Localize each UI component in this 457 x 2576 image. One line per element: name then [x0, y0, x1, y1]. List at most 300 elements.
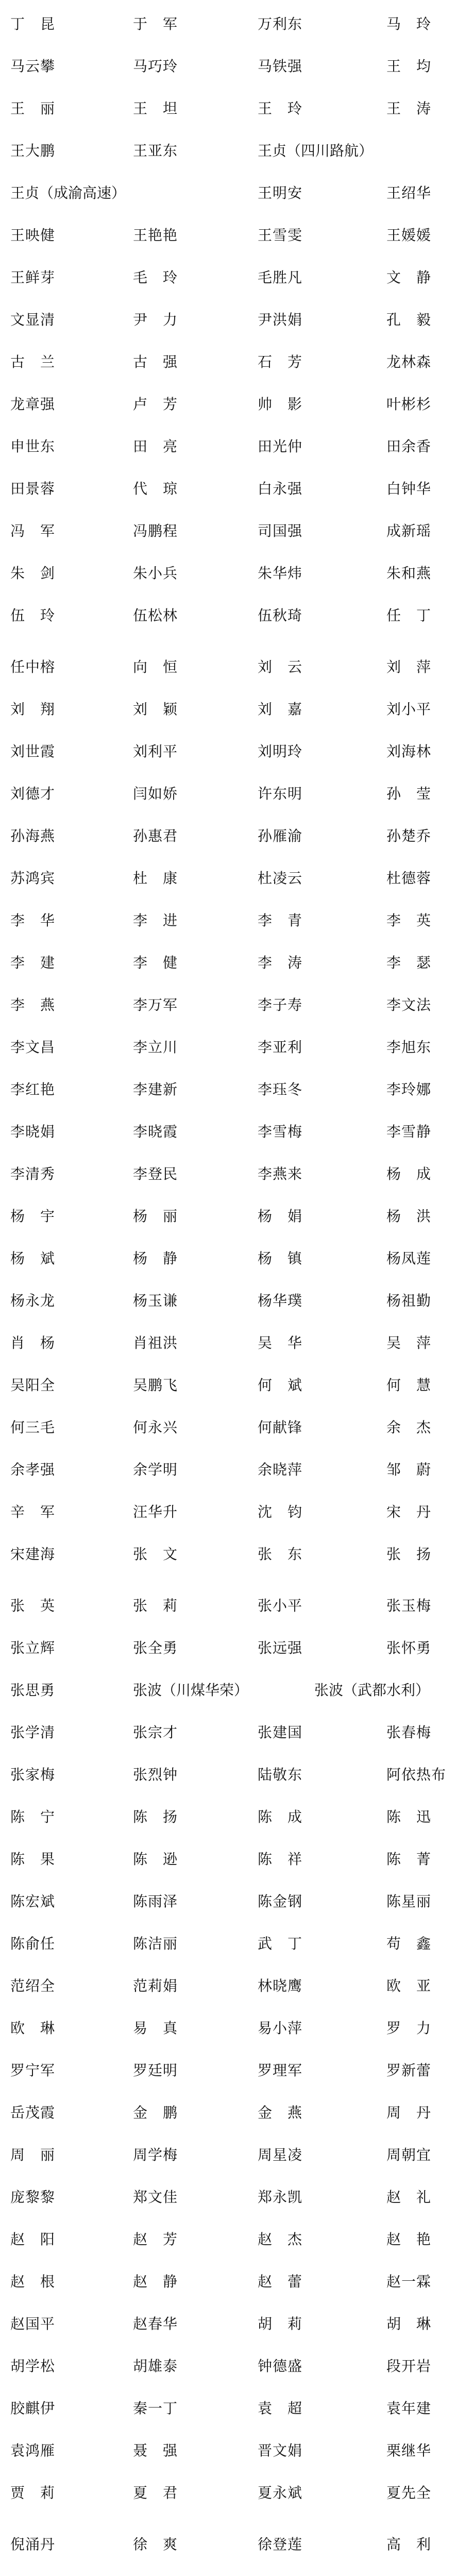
- person-name: 向 恒: [133, 658, 178, 675]
- person-name: 张 东: [258, 1546, 303, 1563]
- person-name: 刘世霞: [10, 743, 56, 760]
- name-row: [0, 1491, 457, 1533]
- person-name: 王 涛: [386, 100, 432, 117]
- name-row: [0, 1533, 457, 1575]
- person-name: 余孝强: [10, 1461, 56, 1478]
- person-name: 张 莉: [133, 1597, 178, 1614]
- name-row: [0, 2134, 457, 2176]
- person-name: 冯 军: [10, 522, 56, 539]
- name-row: [0, 1585, 457, 1627]
- person-name: 尹洪娟: [258, 311, 303, 328]
- person-name: 李雪梅: [258, 1123, 303, 1140]
- person-name: 罗理军: [258, 2062, 303, 2079]
- person-name: 李登民: [133, 1165, 178, 1182]
- person-name: 马铁强: [258, 58, 303, 75]
- person-name: 白永强: [258, 480, 303, 497]
- person-name: 马巧玲: [133, 58, 178, 75]
- person-name: 陈 逊: [133, 1851, 178, 1868]
- person-name: 张 文: [133, 1546, 178, 1563]
- person-name: 赵 礼: [386, 2189, 432, 2206]
- person-name: 易小萍: [258, 2020, 303, 2037]
- person-name: 申世东: [10, 438, 56, 455]
- person-name: 何 慧: [386, 1377, 432, 1394]
- person-name: 何永兴: [133, 1419, 178, 1436]
- person-name: 李 瑟: [386, 954, 432, 971]
- person-name: 王媛媛: [386, 227, 432, 244]
- name-row: [0, 2218, 457, 2261]
- person-name: 杨 斌: [10, 1250, 56, 1267]
- name-row: [0, 1153, 457, 1195]
- person-name: 肖祖洪: [133, 1334, 178, 1351]
- name-row: [0, 214, 457, 257]
- person-name: 王亚东: [133, 142, 178, 159]
- person-name: 张波（川煤华荣）: [133, 1682, 249, 1699]
- person-name: 苟 鑫: [386, 1935, 432, 1952]
- person-name: 张远强: [258, 1639, 303, 1656]
- person-name: 刘 云: [258, 658, 303, 675]
- name-row: [0, 942, 457, 984]
- person-name: 徐登莲: [258, 2536, 303, 2553]
- person-name: 汪华升: [133, 1503, 178, 1520]
- person-name: 王绍华: [386, 184, 432, 201]
- person-name: 杨 洪: [386, 1208, 432, 1225]
- person-name: 张学清: [10, 1724, 56, 1741]
- name-row: [0, 1195, 457, 1238]
- person-name: 李 涛: [258, 954, 303, 971]
- person-name: 叶彬杉: [386, 396, 432, 413]
- person-name: 张怀勇: [386, 1639, 432, 1656]
- person-name: 李旭东: [386, 1039, 432, 1056]
- person-name: 代 琼: [133, 480, 178, 497]
- name-row: [0, 2566, 457, 2576]
- person-name: 栗继华: [386, 2442, 432, 2459]
- person-name: 陈雨泽: [133, 1893, 178, 1910]
- person-name: 杨凤莲: [386, 1250, 432, 1267]
- name-row: [0, 130, 457, 172]
- name-row: [0, 2523, 457, 2566]
- name-row: [0, 731, 457, 773]
- person-name: 王雪雯: [258, 227, 303, 244]
- person-name: 陈俞任: [10, 1935, 56, 1952]
- person-name: 郑文佳: [133, 2189, 178, 2206]
- person-name: 赵 芳: [133, 2231, 178, 2248]
- person-name: 李 健: [133, 954, 178, 971]
- person-name: 张建国: [258, 1724, 303, 1741]
- person-name: 武 丁: [258, 1935, 303, 1952]
- person-name: 杨 丽: [133, 1208, 178, 1225]
- person-name: 刘利平: [133, 743, 178, 760]
- person-name: 王 丽: [10, 100, 56, 117]
- person-name: 马 玲: [386, 15, 432, 32]
- person-name: 倪涌丹: [10, 2536, 56, 2553]
- person-name: 陈 扬: [133, 1808, 178, 1825]
- person-name: 罗新蕾: [386, 2062, 432, 2079]
- name-row: [0, 1880, 457, 1923]
- person-name: 陈星丽: [386, 1893, 432, 1910]
- person-name: 王 均: [386, 58, 432, 75]
- name-row: [0, 383, 457, 426]
- person-name: 周 丽: [10, 2146, 56, 2163]
- person-name: 刘 翔: [10, 701, 56, 718]
- person-name: 李文昌: [10, 1039, 56, 1056]
- person-name: 段开岩: [386, 2358, 432, 2375]
- person-name: 赵 根: [10, 2273, 56, 2290]
- person-name: 王映健: [10, 227, 56, 244]
- person-name: 夏永斌: [258, 2484, 303, 2501]
- person-name: 陈 成: [258, 1808, 303, 1825]
- name-row: [0, 1406, 457, 1449]
- person-name: 赵 蕾: [258, 2273, 303, 2290]
- person-name: [386, 2566, 431, 2576]
- person-name: 陈 迅: [386, 1808, 432, 1825]
- person-name: 杨 成: [386, 1165, 432, 1182]
- person-name: 王 坦: [133, 100, 178, 117]
- name-row: [0, 88, 457, 130]
- person-name: 赵国平: [10, 2315, 56, 2332]
- person-name: 孙海燕: [10, 827, 56, 844]
- person-name: 王艳艳: [133, 227, 178, 244]
- name-row: [0, 984, 457, 1026]
- name-row: [0, 2092, 457, 2134]
- person-name: 毛 玲: [133, 269, 178, 286]
- person-name: 尹 力: [133, 311, 178, 328]
- person-name: 李 青: [258, 912, 303, 929]
- name-row: [0, 1838, 457, 1880]
- person-name: 晋文娟: [258, 2442, 303, 2459]
- person-name: 伍松林: [133, 607, 178, 624]
- person-name: 万利东: [258, 15, 303, 32]
- person-name: 刘 嘉: [258, 701, 303, 718]
- person-name: 岳茂霞: [10, 2104, 56, 2121]
- person-name: 孙楚乔: [386, 827, 432, 844]
- person-name: 何献锋: [258, 1419, 303, 1436]
- person-name: 闫如娇: [133, 785, 178, 802]
- person-name: 沈 钧: [258, 1503, 303, 1520]
- person-name: 赵 杰: [258, 2231, 303, 2248]
- person-name: 宋 丹: [386, 1503, 432, 1520]
- person-name: 李子寿: [258, 996, 303, 1013]
- name-row: [0, 1923, 457, 1965]
- name-row: [0, 341, 457, 383]
- person-name: 袁鸿雁: [10, 2442, 56, 2459]
- name-row: [0, 2472, 457, 2514]
- person-name: 杨祖勤: [386, 1292, 432, 1309]
- person-name: 易 真: [133, 2020, 178, 2037]
- person-name: 苏鸿宾: [10, 870, 56, 887]
- person-name: 李清秀: [10, 1165, 56, 1182]
- person-name: 丁 昆: [10, 15, 56, 32]
- person-name: 田余香: [386, 438, 432, 455]
- person-name: 陈金钢: [258, 1893, 303, 1910]
- person-name: 伍 玲: [10, 607, 56, 624]
- person-name: 胶麒伊: [10, 2400, 56, 2417]
- person-name: 邹 蔚: [386, 1461, 432, 1478]
- person-name: 李晓霞: [133, 1123, 178, 1140]
- person-name: 宋建海: [10, 1546, 56, 1563]
- name-row: [0, 2430, 457, 2472]
- person-name: 李红艳: [10, 1081, 56, 1098]
- person-name: 吴鹏飞: [133, 1377, 178, 1394]
- person-name: 张宗才: [133, 1724, 178, 1741]
- person-name: 张玉梅: [386, 1597, 432, 1614]
- person-name: 李 燕: [10, 996, 56, 1013]
- person-name: 杨 娟: [258, 1208, 303, 1225]
- person-name: 余晓萍: [258, 1461, 303, 1478]
- person-name: 朱 剑: [10, 565, 56, 582]
- person-name: 罗宁军: [10, 2062, 56, 2079]
- person-name: 袁 超: [258, 2400, 303, 2417]
- person-name: 孙雁渝: [258, 827, 303, 844]
- name-row: [0, 1711, 457, 1754]
- person-name: 夏先全: [386, 2484, 432, 2501]
- person-name: 于 军: [133, 15, 178, 32]
- person-name: 赵春华: [133, 2315, 178, 2332]
- name-row: [0, 1449, 457, 1491]
- person-name: 陈 祥: [258, 1851, 303, 1868]
- person-name: 贾 莉: [10, 2484, 56, 2501]
- person-name: 孙 莹: [386, 785, 432, 802]
- person-name: [133, 2566, 178, 2576]
- person-name: 帅 影: [258, 396, 303, 413]
- person-name: 陈宏斌: [10, 1893, 56, 1910]
- person-name: 李珏冬: [258, 1081, 303, 1098]
- person-name: 龙林森: [386, 353, 432, 370]
- person-name: 徐 爽: [133, 2536, 178, 2553]
- person-name: 张波（武都水利）: [314, 1682, 430, 1699]
- name-row: [0, 3, 457, 45]
- person-name: 杨玉谦: [133, 1292, 178, 1309]
- name-row: [0, 1627, 457, 1669]
- person-name: 陈 菁: [386, 1851, 432, 1868]
- person-name: 冯鹏程: [133, 522, 178, 539]
- person-name: 任中榕: [10, 658, 56, 675]
- name-row: [0, 2176, 457, 2218]
- name-row: [0, 1965, 457, 2007]
- person-name: 袁年建: [386, 2400, 432, 2417]
- name-row: [0, 2261, 457, 2303]
- person-name: 张小平: [258, 1597, 303, 1614]
- person-name: 张思勇: [10, 1682, 56, 1699]
- person-name: 庞黎黎: [10, 2189, 56, 2206]
- name-row: [0, 426, 457, 468]
- person-name: 李立川: [133, 1039, 178, 1056]
- person-name: 王 玲: [258, 100, 303, 117]
- person-name: 刘明玲: [258, 743, 303, 760]
- person-name: 吴阳全: [10, 1377, 56, 1394]
- person-name: 李 进: [133, 912, 178, 929]
- person-name: 石 芳: [258, 353, 303, 370]
- person-name: 周星凌: [258, 2146, 303, 2163]
- person-name: 欧 琳: [10, 2020, 56, 2037]
- person-name: 田 亮: [133, 438, 178, 455]
- person-name: 朱和燕: [386, 565, 432, 582]
- person-name: [10, 2566, 55, 2576]
- person-name: 何 斌: [258, 1377, 303, 1394]
- name-row: [0, 468, 457, 510]
- person-name: 孙惠君: [133, 827, 178, 844]
- name-group: [0, 1585, 457, 2514]
- name-row: [0, 172, 457, 214]
- person-name: 胡 琳: [386, 2315, 432, 2332]
- person-name: 白钟华: [386, 480, 432, 497]
- person-name: 陈 宁: [10, 1808, 56, 1825]
- person-name: 李晓娟: [10, 1123, 56, 1140]
- person-name: 赵一霖: [386, 2273, 432, 2290]
- person-name: 李建新: [133, 1081, 178, 1098]
- person-name: 杨永龙: [10, 1292, 56, 1309]
- name-row: [0, 1238, 457, 1280]
- person-name: 成新瑶: [386, 522, 432, 539]
- person-name: 朱华炜: [258, 565, 303, 582]
- person-name: 李亚利: [258, 1039, 303, 1056]
- person-name: 马云攀: [10, 58, 56, 75]
- person-name: 朱小兵: [133, 565, 178, 582]
- name-row: [0, 1322, 457, 1364]
- person-name: 郑永凯: [258, 2189, 303, 2206]
- name-row: [0, 299, 457, 341]
- person-name: 李万军: [133, 996, 178, 1013]
- name-row: [0, 646, 457, 688]
- person-name: 李燕来: [258, 1165, 303, 1182]
- name-row: [0, 2007, 457, 2049]
- person-name: 文 静: [386, 269, 432, 286]
- person-name: 张春梅: [386, 1724, 432, 1741]
- person-name: 聂 强: [133, 2442, 178, 2459]
- person-name: 王大鹏: [10, 142, 56, 159]
- person-name: 杨 静: [133, 1250, 178, 1267]
- person-name: 张家梅: [10, 1766, 56, 1783]
- name-row: [0, 2049, 457, 2092]
- name-row: [0, 900, 457, 942]
- name-row: [0, 2303, 457, 2345]
- person-name: 李 建: [10, 954, 56, 971]
- person-name: 林晓鹰: [258, 1977, 303, 1994]
- person-name: 秦一丁: [133, 2400, 178, 2417]
- name-row: [0, 2345, 457, 2387]
- name-row: [0, 857, 457, 900]
- person-name: 吴 萍: [386, 1334, 432, 1351]
- person-name: 王贞（成渝高速）: [10, 184, 126, 201]
- person-name: 罗廷明: [133, 2062, 178, 2079]
- name-group: [0, 2523, 457, 2576]
- person-name: 田景蓉: [10, 480, 56, 497]
- person-name: 陆敬东: [258, 1766, 303, 1783]
- person-name: 李文法: [386, 996, 432, 1013]
- person-name: 许东明: [258, 785, 303, 802]
- person-name: 杨 镇: [258, 1250, 303, 1267]
- name-group: [0, 646, 457, 1575]
- name-row: [0, 1754, 457, 1796]
- name-row: [0, 815, 457, 857]
- name-group: [0, 3, 457, 637]
- name-row: [0, 1111, 457, 1153]
- person-name: 张立辉: [10, 1639, 56, 1656]
- person-name: 阿依热布: [386, 1766, 447, 1783]
- person-name: 龙章强: [10, 396, 56, 413]
- person-name: 王鲜芽: [10, 269, 56, 286]
- person-name: 孔 毅: [386, 311, 432, 328]
- person-name: 赵 静: [133, 2273, 178, 2290]
- person-name: 王贞（四川路航）: [258, 142, 374, 159]
- person-name: 陈洁丽: [133, 1935, 178, 1952]
- name-row: [0, 595, 457, 637]
- person-name: 周学梅: [133, 2146, 178, 2163]
- person-name: 田光仲: [258, 438, 303, 455]
- name-row: [0, 1796, 457, 1838]
- person-name: 陈 果: [10, 1851, 56, 1868]
- person-name: 金 燕: [258, 2104, 303, 2121]
- person-name: 罗 力: [386, 2020, 432, 2037]
- person-name: 刘 颖: [133, 701, 178, 718]
- name-row: [0, 1026, 457, 1069]
- person-name: 余 杰: [386, 1419, 432, 1436]
- person-name: 古 强: [133, 353, 178, 370]
- person-name: 李雪静: [386, 1123, 432, 1140]
- name-row: [0, 45, 457, 88]
- person-name: 李玲娜: [386, 1081, 432, 1098]
- name-row: [0, 2387, 457, 2430]
- person-name: 金 鹏: [133, 2104, 178, 2121]
- person-name: 赵 艳: [386, 2231, 432, 2248]
- person-name: 夏 君: [133, 2484, 178, 2501]
- person-name: 任 丁: [386, 607, 432, 624]
- person-name: 李 华: [10, 912, 56, 929]
- name-row: [0, 257, 457, 299]
- person-name: 杨华璞: [258, 1292, 303, 1309]
- person-name: 周朝宜: [386, 2146, 432, 2163]
- person-name: 高 利: [386, 2536, 432, 2553]
- person-name: 肖 杨: [10, 1334, 56, 1351]
- person-name: 张全勇: [133, 1639, 178, 1656]
- name-row: [0, 688, 457, 731]
- person-name: 古 兰: [10, 353, 56, 370]
- person-name: 辛 军: [10, 1503, 56, 1520]
- person-name: 杜凌云: [258, 870, 303, 887]
- person-name: [258, 2566, 302, 2576]
- person-name: 刘德才: [10, 785, 56, 802]
- person-name: 刘 萍: [386, 658, 432, 675]
- name-row: [0, 552, 457, 595]
- name-row: [0, 510, 457, 552]
- person-name: 赵 阳: [10, 2231, 56, 2248]
- name-row: [0, 1280, 457, 1322]
- person-name: 钟德盛: [258, 2358, 303, 2375]
- person-name: 胡 莉: [258, 2315, 303, 2332]
- person-name: 伍秋琦: [258, 607, 303, 624]
- person-name: 欧 亚: [386, 1977, 432, 1994]
- person-name: 何三毛: [10, 1419, 56, 1436]
- person-name: 王明安: [258, 184, 303, 201]
- name-row: [0, 1364, 457, 1406]
- person-name: 范莉娟: [133, 1977, 178, 1994]
- name-row: [0, 1669, 457, 1711]
- person-name: 刘海林: [386, 743, 432, 760]
- name-row: [0, 1069, 457, 1111]
- person-name: 张 英: [10, 1597, 56, 1614]
- person-name: 周 丹: [386, 2104, 432, 2121]
- person-name: 司国强: [258, 522, 303, 539]
- person-name: 张 扬: [386, 1546, 432, 1563]
- person-name: 杨 宇: [10, 1208, 56, 1225]
- person-name: 胡学松: [10, 2358, 56, 2375]
- person-name: 胡雄泰: [133, 2358, 178, 2375]
- person-name: 文显清: [10, 311, 56, 328]
- person-name: 杜德蓉: [386, 870, 432, 887]
- name-row: [0, 773, 457, 815]
- person-name: 卢 芳: [133, 396, 178, 413]
- person-name: 杜 康: [133, 870, 178, 887]
- person-name: 吴 华: [258, 1334, 303, 1351]
